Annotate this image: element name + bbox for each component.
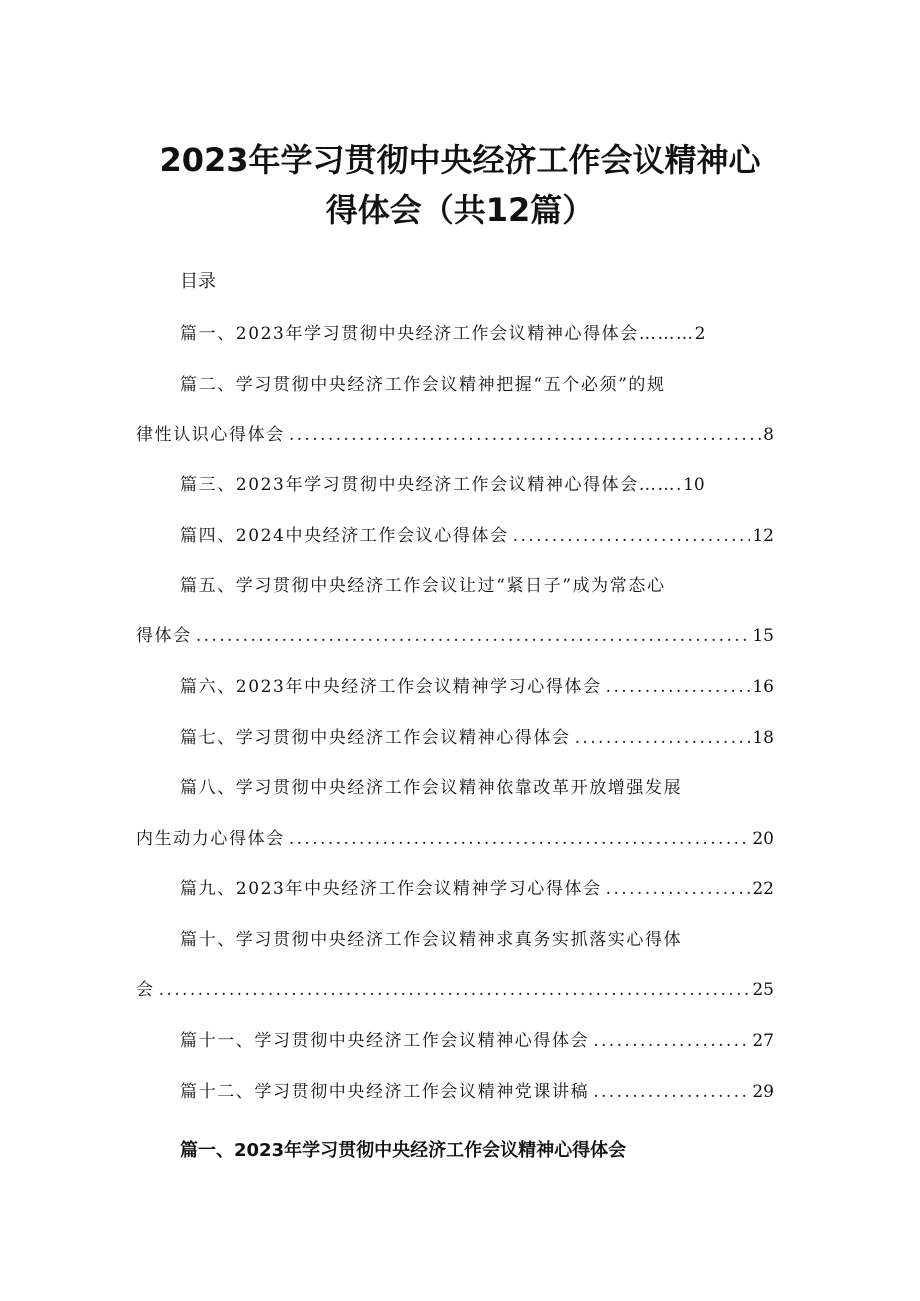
toc-entry-10-line-2[interactable] — [136, 976, 774, 1004]
section-heading: 篇一、2023年学习贯彻中央经济工作会议精神心得体会 — [180, 1140, 627, 1161]
toc-entry-page: 20 — [752, 829, 774, 849]
toc-entry-page: 27 — [752, 1031, 774, 1051]
toc-leader-dots — [285, 825, 751, 853]
toc-entry-2-line-1[interactable] — [180, 371, 774, 399]
toc-entry-page: 22 — [752, 879, 774, 899]
toc-entry-4[interactable] — [180, 522, 774, 550]
toc-entry-page: 15 — [752, 626, 774, 646]
toc-entry-text: 篇一、2023年学习贯彻中央经济工作会议精神心得体会……… — [180, 324, 695, 344]
toc-entry-9[interactable] — [180, 875, 774, 903]
toc-entry-page: 29 — [752, 1082, 774, 1102]
toc-label: 目录 — [180, 271, 216, 292]
toc-entry-5-line-1[interactable] — [180, 572, 774, 600]
toc-entry-text: 篇五、学习贯彻中央经济工作会议让过“紧日子”成为常态心 — [180, 576, 666, 596]
toc-entry-7[interactable] — [180, 724, 774, 752]
toc-entry-6[interactable] — [180, 673, 774, 701]
toc-entry-page: 18 — [752, 728, 774, 748]
toc-entry-11[interactable] — [180, 1027, 774, 1055]
toc-entry-text: 篇三、2023年学习贯彻中央经济工作会议精神心得体会……. — [180, 475, 684, 495]
toc-entry-text: 律性认识心得体会 — [136, 425, 285, 445]
document-title-line-1: 2023年学习贯彻中央经济工作会议精神心 — [159, 141, 761, 179]
toc-entry-text: 篇二、学习贯彻中央经济工作会议精神把握“五个必须”的规 — [180, 375, 666, 395]
toc-leader-dots — [589, 1078, 750, 1106]
toc-leader-dots — [192, 622, 751, 650]
toc-entry-text: 篇四、2024中央经济工作会议心得体会 — [180, 526, 509, 546]
toc-entry-10-line-1[interactable] — [180, 926, 774, 954]
toc-entry-text: 会 — [136, 980, 155, 1000]
toc-entry-text: 篇九、2023年中央经济工作会议精神学习心得体会 — [180, 879, 602, 899]
toc-entry-12[interactable] — [180, 1078, 774, 1106]
toc-entry-1[interactable] — [180, 320, 774, 348]
toc-leader-dots — [602, 875, 751, 903]
toc-entry-page: 10 — [683, 475, 705, 495]
toc-entry-8-line-2[interactable] — [136, 825, 774, 853]
toc-entry-text: 内生动力心得体会 — [136, 829, 285, 849]
toc-entry-3[interactable] — [180, 471, 774, 499]
toc-entry-page: 8 — [763, 425, 774, 445]
toc-entry-2-line-2[interactable] — [136, 421, 774, 449]
toc-entry-text: 篇十二、学习贯彻中央经济工作会议精神党课讲稿 — [180, 1082, 590, 1102]
toc-entry-page: 25 — [752, 980, 774, 1000]
toc-entry-5-line-2[interactable] — [136, 622, 774, 650]
toc-entry-text: 篇八、学习贯彻中央经济工作会议精神依靠改革开放增强发展 — [180, 778, 683, 798]
toc-entry-text: 篇十、学习贯彻中央经济工作会议精神求真务实抓落实心得体 — [180, 930, 683, 950]
toc-entry-text: 得体会 — [136, 626, 192, 646]
toc-entry-8-line-1[interactable] — [180, 774, 774, 802]
toc-leader-dots — [509, 522, 751, 550]
toc-leader-dots — [285, 421, 761, 449]
toc-entry-text: 篇六、2023年中央经济工作会议精神学习心得体会 — [180, 677, 602, 697]
toc-entry-page: 2 — [694, 324, 706, 344]
toc-leader-dots — [589, 1027, 750, 1055]
toc-entry-page: 12 — [752, 526, 774, 546]
toc-entry-text: 篇七、学习贯彻中央经济工作会议精神心得体会 — [180, 728, 571, 748]
document-title-line-2: 得体会（共12篇） — [325, 191, 595, 229]
toc-leader-dots — [602, 673, 751, 701]
toc-entry-page: 16 — [752, 677, 774, 697]
toc-leader-dots — [571, 724, 751, 752]
toc-entry-text: 篇十一、学习贯彻中央经济工作会议精神心得体会 — [180, 1031, 590, 1051]
toc-leader-dots — [155, 976, 751, 1004]
